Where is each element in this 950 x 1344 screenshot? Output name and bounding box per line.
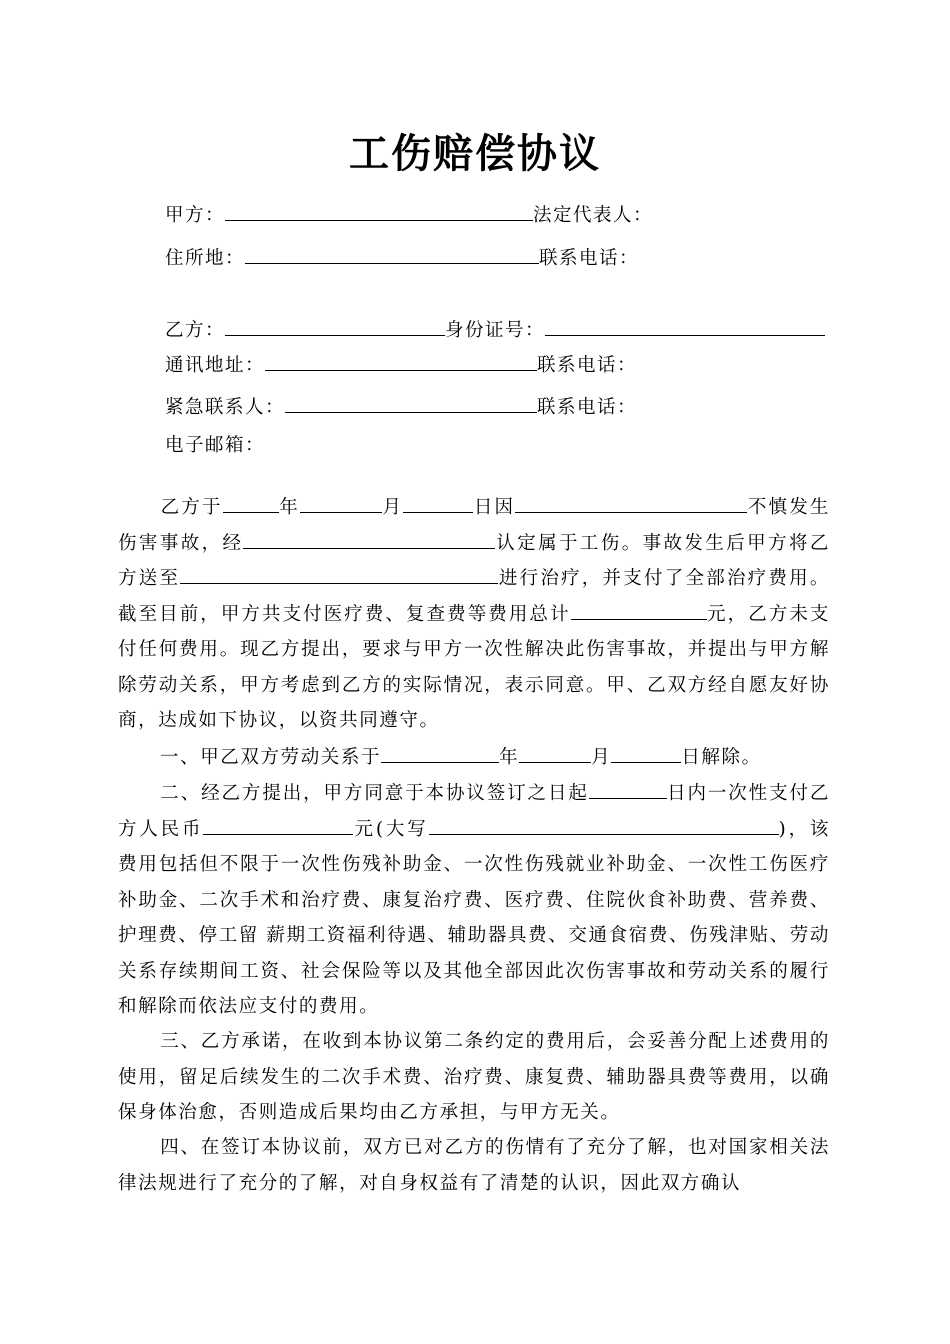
clause-2-text: 乙方人民币 — [118, 783, 830, 840]
party-a-address-blank[interactable] — [245, 243, 539, 264]
clause-1-text: 日解除。 — [681, 747, 762, 768]
intro-paragraph — [118, 490, 830, 739]
accident-cause-blank[interactable] — [515, 492, 747, 513]
party-b-name-blank[interactable] — [225, 315, 445, 336]
total-paid-blank[interactable] — [571, 599, 707, 620]
intro-text: 将乙方送至 — [118, 532, 830, 589]
clause-4-text: 四、在签订本协议前，双方已对乙方的伤情有了充分了解，也对国家相关法律法规进行了充分的了解，对自身权益有了清楚的认识，因此双方确认 — [118, 1137, 830, 1194]
clause-2-text: 元(大写 — [353, 818, 429, 840]
intro-text: 月 — [381, 497, 404, 518]
party-a-name-blank[interactable] — [225, 200, 533, 221]
party-b-emergency-blank[interactable] — [285, 392, 537, 413]
party-a-phone-label: 联系电话： — [539, 248, 640, 269]
clause-4 — [118, 1130, 830, 1201]
intro-text: 不慎 — [747, 497, 790, 518]
payment-days-blank[interactable] — [589, 778, 667, 799]
clause-1 — [118, 740, 830, 776]
intro-text: 发生伤害事故，经 — [118, 497, 831, 554]
party-b-email-line — [165, 434, 265, 458]
party-b-address-blank[interactable] — [265, 350, 537, 371]
intro-text: 乙方于 — [160, 497, 223, 518]
party-b-id-blank[interactable] — [545, 315, 825, 336]
termination-month-blank[interactable] — [519, 742, 591, 763]
party-b-emergency-phone-label: 联系电话： — [537, 397, 638, 418]
intro-text: 进行治疗，并支付了全部治疗 — [498, 568, 769, 589]
clause-2-text: )， — [778, 818, 810, 840]
party-a-address-label: 住所地： — [165, 248, 246, 269]
clause-2-text: 二、经乙方提出，甲方同意于本协议签订之日起 — [160, 783, 589, 804]
intro-text: 元， — [706, 603, 749, 625]
party-b-email-label: 电子邮箱： — [165, 435, 266, 456]
accident-year-blank[interactable] — [223, 492, 279, 513]
party-b-id-label: 身份证号： — [445, 320, 546, 341]
hospital-blank[interactable] — [180, 563, 498, 584]
amount-figures-blank[interactable] — [203, 814, 353, 835]
party-a-rep-label: 法定代表人： — [533, 205, 654, 226]
termination-day-blank[interactable] — [611, 742, 681, 763]
party-b-address-line — [165, 350, 637, 378]
accident-day-blank[interactable] — [403, 492, 473, 513]
intro-text: 费用。截至目前，甲方共支付医疗费、复查费等费用总计 — [118, 568, 830, 625]
clause-3 — [118, 1024, 830, 1131]
clause-1-text: 月 — [591, 747, 612, 768]
document-title: 工伤赔偿协议 — [349, 131, 601, 177]
clause-2-text: 该费用包括但不限于一次性伤残补助金、一次性伤残就业补助金、一次性工伤医疗补助金、二次手术和治疗费、康复治疗费、医疗费、住院伙食补助费、营养费、护理费、停工留 薪期工资福利待遇、辅助器具费、交通食宿费、伤残津贴、劳动关系存续期间工资、社会保险等以及其他全部因此次伤害事故和劳动关系的履行和解除而依法应支付的费用。 — [118, 818, 831, 1017]
party-b-address-label: 通讯地址： — [165, 355, 266, 376]
party-b-emergency-label: 紧急联系人： — [165, 397, 286, 418]
clause-1-text: 年 — [499, 747, 520, 768]
party-b-line — [165, 315, 825, 343]
clause-1-text: 一、甲乙双方劳动关系于 — [160, 747, 382, 768]
party-a-line — [165, 200, 653, 228]
party-a-address-line — [165, 243, 639, 271]
party-b-emergency-line — [165, 392, 637, 420]
party-b-phone-label: 联系电话： — [537, 355, 638, 376]
intro-text: 年 — [278, 497, 300, 518]
party-a-label: 甲方： — [165, 205, 226, 226]
amount-words-blank[interactable] — [429, 814, 779, 835]
clause-2-text: 日内一次性支付 — [666, 783, 810, 804]
intro-text: 日因 — [473, 497, 516, 518]
clause-2 — [118, 776, 830, 1025]
intro-text: 乙方未支付任何费用。现乙方提出，要求与甲方一次性解决此伤害事故，并提出与甲方解除劳动关系，甲方考虑到乙方的实际情况，表示同意。甲、乙双方经自愿友好协商，达成如下协议，以资共同遵守。 — [118, 603, 831, 731]
clause-3-text: 三、乙方承诺，在收到本协议第二条约定的费用后，会妥善分配上述费用的使用，留足后续发生的二次手术费、治疗费、康复费、辅助器具费等费用，以确保身体治愈，否则造成后果均由乙方承担，与甲方无关。 — [118, 1031, 830, 1123]
accident-month-blank[interactable] — [300, 492, 382, 513]
party-b-label: 乙方： — [165, 320, 226, 341]
intro-text: 认定属于工伤。事故发生后甲方 — [495, 532, 789, 554]
injury-certifier-blank[interactable] — [243, 528, 495, 549]
termination-year-blank[interactable] — [381, 742, 499, 763]
